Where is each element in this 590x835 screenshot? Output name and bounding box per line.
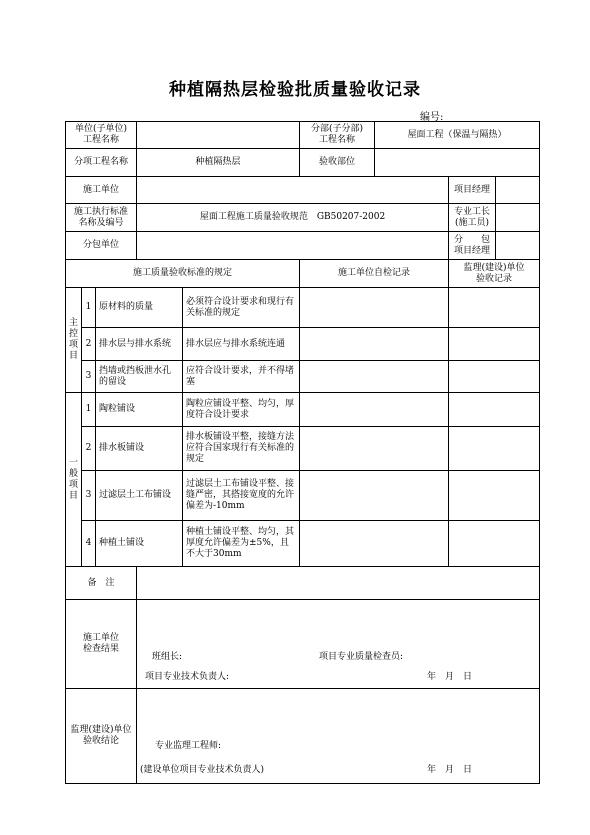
remark-value[interactable] [137, 567, 540, 600]
subdivision-name-label: 分部(子分部) 工程名称 [300, 122, 375, 149]
self-check-column-header: 施工单位自检记录 [300, 260, 449, 288]
item-project-name-value[interactable]: 种植隔热层 [137, 149, 300, 177]
main-item-name: 挡墙或挡板泄水孔的留设 [96, 361, 183, 393]
inspection-form-table [65, 121, 540, 784]
supervision-engineer-label: 专业监理工程师: [155, 741, 222, 751]
construction-result-area[interactable] [137, 600, 540, 689]
tech-lead-label: 项目专业技术负责人: [145, 672, 230, 682]
main-item-requirement: 必须符合设计要求和现行有关标准的规定 [183, 288, 300, 328]
general-item-requirement: 种植土铺设平整、均匀，其厚度允许偏差为±5%，且不大于30mm [183, 521, 300, 567]
main-item-requirement: 排水层应与排水系统连通 [183, 328, 300, 361]
supervision-column-header: 监理(建设)单位 验收记录 [449, 260, 540, 288]
general-item-self-check[interactable] [300, 427, 449, 471]
general-item-name: 种植土铺设 [96, 521, 183, 567]
serial-number-label: 编号: [420, 112, 444, 123]
spec-column-header: 施工质量验收标准的规定 [66, 260, 300, 288]
general-item-requirement: 过滤层土工布铺设平整、接缝严密，其搭接宽度的允许偏差为-10mm [183, 471, 300, 521]
standard-value[interactable]: 屋面工程施工质量验收规范 GB50207-2002 [137, 204, 449, 232]
supervision-result-area[interactable] [137, 689, 540, 784]
acceptance-part-label: 验收部位 [300, 149, 375, 177]
main-item-name: 排水层与排水系统 [96, 328, 183, 361]
subcontract-unit-label: 分包单位 [66, 232, 137, 260]
main-item-self-check[interactable] [300, 288, 449, 328]
main-item-supervision[interactable] [449, 361, 540, 393]
main-control-group-label: 主 控 项 目 [66, 288, 82, 393]
general-item-requirement: 排水板铺设平整，接缝方法应符合国家现行有关标准的规定 [183, 427, 300, 471]
general-item-name: 陶粒铺设 [96, 393, 183, 427]
general-item-self-check[interactable] [300, 393, 449, 427]
general-item-name: 排水板铺设 [96, 427, 183, 471]
general-item-self-check[interactable] [300, 471, 449, 521]
subcontract-unit-value[interactable] [137, 232, 449, 260]
construction-result-label: 施工单位 检查结果 [66, 600, 137, 689]
main-item-no: 1 [82, 288, 96, 328]
unit-project-name-label: 单位(子单位) 工程名称 [66, 122, 137, 149]
general-item-requirement: 陶粒应铺设平整、均匀，厚度符合设计要求 [183, 393, 300, 427]
main-item-self-check[interactable] [300, 361, 449, 393]
general-item-no: 1 [82, 393, 96, 427]
supervision-result-label: 监理(建设)单位 验收结论 [66, 689, 137, 784]
general-item-self-check[interactable] [300, 521, 449, 567]
general-item-supervision[interactable] [449, 393, 540, 427]
main-item-supervision[interactable] [449, 328, 540, 361]
construction-unit-value[interactable] [137, 177, 449, 204]
supervision-date-label: 年 月 日 [427, 765, 473, 775]
main-item-requirement: 应符合设计要求，并不得堵塞 [183, 361, 300, 393]
page-title: 种植隔热层检验批质量验收记录 [169, 80, 421, 100]
quality-inspector-label: 项目专业质量检查员: [319, 652, 404, 662]
item-project-name-label: 分项工程名称 [66, 149, 137, 177]
project-manager-value[interactable] [496, 177, 540, 204]
general-item-supervision[interactable] [449, 521, 540, 567]
remark-label: 备 注 [66, 567, 137, 600]
standard-label: 施工执行标准 名称及编号 [66, 204, 137, 232]
main-item-no: 3 [82, 361, 96, 393]
general-group-label: 一 般 项 目 [66, 393, 82, 567]
subdivision-name-value[interactable]: 屋面工程（保温与隔热） [375, 122, 540, 149]
construction-date-label: 年 月 日 [427, 672, 473, 682]
owner-tech-lead-label: (建设单位项目专业技术负责人) [140, 765, 265, 775]
foreman-label: 专业工长 (施工员) [449, 204, 496, 232]
foreman-value[interactable] [496, 204, 540, 232]
general-item-supervision[interactable] [449, 471, 540, 521]
general-item-no: 3 [82, 471, 96, 521]
main-item-self-check[interactable] [300, 328, 449, 361]
project-manager-label: 项目经理 [449, 177, 496, 204]
main-item-supervision[interactable] [449, 288, 540, 328]
general-item-no: 4 [82, 521, 96, 567]
main-item-no: 2 [82, 328, 96, 361]
general-item-name: 过滤层土工布铺设 [96, 471, 183, 521]
general-item-supervision[interactable] [449, 427, 540, 471]
general-item-no: 2 [82, 427, 96, 471]
unit-project-name-value[interactable] [137, 122, 300, 149]
sub-project-manager-label: 分 包 项目经理 [449, 232, 496, 260]
sub-project-manager-value[interactable] [496, 232, 540, 260]
team-leader-label: 班组长: [152, 652, 183, 662]
acceptance-part-value[interactable] [375, 149, 540, 177]
construction-unit-label: 施工单位 [66, 177, 137, 204]
main-item-name: 原材料的质量 [96, 288, 183, 328]
